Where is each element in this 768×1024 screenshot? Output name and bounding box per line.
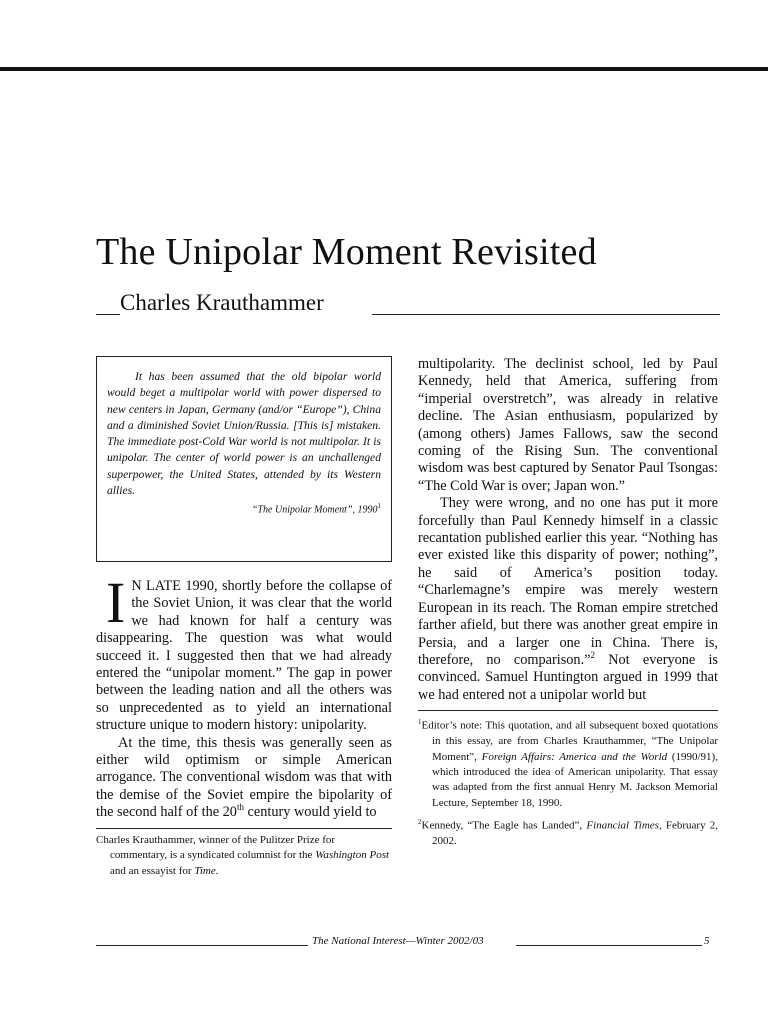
footnote-1-text-a: Editor’s note: This quotation, and all subsequent boxed quotations in this essay, are from Charles Krauthammer, “The Unipolar Moment”, bbox=[421, 719, 718, 763]
author-note bbox=[96, 833, 392, 880]
article-title: The Unipolar Moment Revisited bbox=[96, 231, 597, 273]
author-note-text-2: and an essayist for bbox=[110, 864, 195, 877]
author-note-rule bbox=[96, 828, 392, 829]
left-paragraph-2 bbox=[96, 735, 392, 822]
right-paragraph-2 bbox=[418, 495, 718, 704]
right-column bbox=[418, 356, 718, 850]
left-paragraph-2-text-b: century would yield to bbox=[243, 804, 377, 821]
boxed-quote-citation-text: “The Unipolar Moment”, 1990 bbox=[251, 504, 378, 516]
ordinal-suffix: th bbox=[236, 802, 244, 813]
footnote-1-mark: 1 bbox=[418, 718, 422, 727]
footer-rule-right bbox=[516, 945, 702, 946]
page-number: 5 bbox=[704, 935, 710, 947]
footnote-2-text-b: , February 2, 2002. bbox=[432, 819, 718, 848]
boxed-quote bbox=[96, 356, 392, 562]
right-paragraph-2-text-b: Not everyone is convinced. Samuel Huntington argued in 1999 that we had entered not a unipolar world but bbox=[418, 651, 718, 703]
drop-cap: I bbox=[106, 570, 126, 635]
right-paragraph-2-text-a: They were wrong, and no one has put it more forcefully than Paul Kennedy himself in a classic recantation published earlier this year. “Nothing has ever existed like this disparity of power; nothing”, he said of America’s position today. “Charlemagne’s empire was merely western European in its reach. The Roman empire stretched farther afield, but there was another great empire in Persia, and a larger one in China. There is, therefore, no comparison.” bbox=[418, 495, 718, 668]
right-paragraph-1: multipolarity. The declinist school, led by Paul Kennedy, held that America, suffering from “imperial overstretch”, was already in relative decline. The Asian enthusiasm, popularized by (among others) James Fallows, saw the second coming of the Rising Sun. The conventional wisdom was best captured by Senator Paul Tsongas: “The Cold War is over; Japan won.” bbox=[418, 356, 718, 494]
running-head: The National Interest—Winter 2002/03 bbox=[312, 935, 484, 947]
boxed-quote-citation bbox=[107, 502, 381, 515]
footnote-1 bbox=[418, 715, 718, 811]
left-paragraph-2-text-a: At the time, this thesis was generally seen as either wild optimism or simple American arrogance. The conventional wisdom was that with the demise of the Soviet empire the bipolarity of the second half of the 20 bbox=[96, 734, 392, 821]
author-name: Charles Krauthammer bbox=[120, 290, 324, 315]
boxed-quote-note-mark: 1 bbox=[377, 502, 381, 511]
page-footer bbox=[96, 934, 712, 950]
top-rule bbox=[0, 67, 768, 71]
footnote-1-text-b: (1990/91), which introduced the idea of American unipolarity. That essay was adapted from the first annual Henry M. Jackson Memorial Lecture, September 18, 1990. bbox=[432, 750, 718, 809]
byline-rule-right bbox=[372, 314, 720, 315]
footnote-rule bbox=[418, 710, 718, 711]
footnote-2-text-a: Kennedy, “The Eagle has Landed”, bbox=[421, 819, 587, 832]
footer-rule-left bbox=[96, 945, 308, 946]
author-note-magazine: Time bbox=[194, 864, 216, 877]
author-note-publication: Washington Post bbox=[315, 849, 390, 862]
left-paragraph-1 bbox=[96, 570, 392, 735]
left-column bbox=[96, 356, 392, 879]
byline-rule-left bbox=[96, 314, 120, 315]
footnote-mark-2: 2 bbox=[590, 650, 595, 661]
left-paragraph-1-text: N LATE 1990, shortly before the collapse of the Soviet Union, it was clear that the world we had known for half a century was disappearing. The question was what would succeed it. I suggested then that we had already entered the “unipolar moment.” The gap in power between the leading nation and all the others was so unprecedented as to yield an international structure unique to modern history: unipolarity. bbox=[96, 578, 392, 734]
author-note-text-1: Charles Krauthammer, winner of the Pulitzer Prize for commentary, is a syndicated columnist for the bbox=[96, 833, 336, 862]
footnote-2 bbox=[418, 815, 718, 849]
author-note-text-3: . bbox=[215, 864, 219, 877]
footnote-2-mark: 2 bbox=[418, 818, 422, 827]
footnote-2-paper: Financial Times bbox=[586, 819, 659, 832]
footnote-1-journal: Foreign Affairs: America and the World bbox=[481, 750, 668, 763]
boxed-quote-text: It has been assumed that the old bipolar world would beget a multipolar world with power dispersed to new centers in Japan, Germany (and/or “Europe”), China and a diminished Soviet Union/Russia. [This is] mistaken. The immediate post-Cold War world is not multipolar. It is unipolar. The center of world power is an unchallenged superpower, the United States, attended by its Western allies. bbox=[107, 370, 381, 498]
byline bbox=[96, 288, 720, 320]
